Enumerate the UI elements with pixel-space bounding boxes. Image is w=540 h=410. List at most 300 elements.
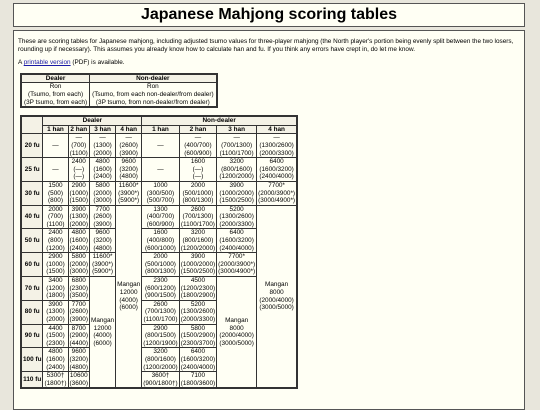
score-line: (1200/2300) <box>180 284 216 292</box>
score-line: 4800 <box>71 229 86 237</box>
fu-header: 80 fu <box>21 300 43 324</box>
nondealer-score-cell <box>179 372 216 389</box>
score-line: (900/1800†) <box>143 379 178 387</box>
mangan-line: (3000/5000) <box>259 304 294 312</box>
score-line: 9600 <box>121 158 136 166</box>
score-line: (1600/3200) <box>259 165 294 173</box>
score-line: — <box>194 134 202 142</box>
score-line: — <box>52 165 59 173</box>
dealer-score-cell <box>90 158 116 182</box>
printable-paragraph <box>18 59 520 67</box>
score-line: (1200) <box>46 244 65 252</box>
nondealer-score-cell <box>217 253 257 277</box>
score-line: (800/1600) <box>144 355 176 363</box>
score-line: (3200) <box>69 355 88 363</box>
legend-table <box>20 73 218 108</box>
score-line: 6400 <box>269 158 284 166</box>
mangan-line: 8000 <box>229 324 244 332</box>
score-line: (1300) <box>46 308 65 316</box>
score-line: 8700 <box>71 324 86 332</box>
score-line: (1100/1700) <box>219 149 254 157</box>
score-line: (3000) <box>69 268 88 276</box>
dealer-header: Dealer <box>43 116 142 125</box>
legend-nondealer-line: Ron <box>146 83 159 91</box>
legend-dealer-header: Dealer <box>21 74 90 83</box>
score-line: (400/800) <box>146 237 175 245</box>
table-row <box>21 229 297 253</box>
score-line: (1500/2500) <box>219 197 254 205</box>
score-line: (1500) <box>46 332 65 340</box>
nondealer-header: Non-dealer <box>142 116 297 125</box>
score-line: (2000) <box>69 260 88 268</box>
score-line: 7700* <box>268 181 285 189</box>
score-line: 3900 <box>71 205 86 213</box>
score-line: (800/1500) <box>144 332 176 340</box>
score-line: 3400 <box>48 277 63 285</box>
score-line: (3000/4900*) <box>218 268 256 276</box>
mangan-line: (4000) <box>119 296 138 304</box>
score-line: (3900*) <box>118 189 140 197</box>
score-line: (1500/2900) <box>180 332 216 340</box>
nondealer-score-cell <box>142 158 179 182</box>
score-line: 2900 <box>48 253 63 261</box>
han-header: 3 han <box>217 125 257 134</box>
score-line: 5200 <box>190 300 206 308</box>
nondealer-score-cell <box>179 300 216 324</box>
nondealer-score-cell <box>179 324 216 348</box>
mangan-line: Mangan <box>265 281 289 289</box>
score-line: (800) <box>48 237 63 245</box>
legend-nondealer-cell <box>90 83 217 107</box>
score-line: (1300/2600) <box>180 308 216 316</box>
score-line: (2000/3300) <box>259 149 294 157</box>
mangan-cell <box>90 277 116 389</box>
nondealer-score-cell <box>217 134 257 158</box>
score-line: (4400) <box>69 339 88 347</box>
dealer-score-cell <box>68 205 89 229</box>
score-line: (2300/3700) <box>180 339 216 347</box>
score-line: (800/1600) <box>182 237 214 245</box>
nondealer-score-cell <box>217 181 257 205</box>
dealer-score-cell <box>43 324 68 348</box>
score-line: (4800) <box>93 244 112 252</box>
score-line: 3200 <box>153 348 168 356</box>
mangan-line: (2000/4000) <box>219 332 254 340</box>
score-line: (600/1000) <box>144 244 176 252</box>
mangan-line: (6000) <box>93 339 112 347</box>
nondealer-score-cell <box>217 229 257 253</box>
score-line: (1100) <box>69 149 88 157</box>
legend-nondealer-line: (Tsumo, from each non-dealer/from dealer) <box>92 90 214 98</box>
printable-version-link[interactable]: printable version <box>23 59 71 67</box>
dealer-score-cell <box>43 229 68 253</box>
score-line: 1600 <box>153 229 168 237</box>
score-line: (1600) <box>46 355 65 363</box>
score-line: 4800 <box>95 158 110 166</box>
score-line: (1200/1900) <box>143 339 178 347</box>
table-row <box>21 277 297 301</box>
dealer-score-cell <box>43 372 68 389</box>
nondealer-score-cell <box>179 134 216 158</box>
score-line: (3900*) <box>92 260 114 268</box>
score-line: 2600 <box>153 300 168 308</box>
score-line: 6400 <box>229 229 244 237</box>
score-line: 2400 <box>71 158 86 166</box>
score-line: 11600* <box>92 253 113 261</box>
score-line: (1300) <box>93 141 112 149</box>
table-row <box>21 205 297 229</box>
legend-nondealer-header: Non-dealer <box>90 74 217 83</box>
dealer-score-cell <box>90 134 116 158</box>
scoring-table-body <box>21 134 297 389</box>
score-line: (2000) <box>93 149 112 157</box>
printable-prefix: A <box>18 59 24 67</box>
score-line: 1500 <box>48 181 63 189</box>
score-line: (3900) <box>93 220 112 228</box>
mangan-line: Mangan <box>91 317 115 324</box>
score-line: (500/1000) <box>182 189 214 197</box>
score-line: 2900 <box>153 324 168 332</box>
mangan-line: (6000) <box>119 304 138 312</box>
mangan-line: Mangan <box>225 317 249 324</box>
score-line: 2000 <box>190 181 206 189</box>
score-line: (1300/2600) <box>259 141 294 149</box>
dealer-score-cell <box>68 348 89 372</box>
score-line: 7700 <box>71 300 86 308</box>
dealer-score-cell <box>90 205 116 229</box>
nondealer-score-cell <box>257 158 297 182</box>
score-line: (2000/3900*) <box>258 189 296 197</box>
dealer-score-cell <box>68 277 89 301</box>
score-line: (500/700) <box>146 197 175 205</box>
score-line: (1200/2000) <box>180 244 216 252</box>
score-line: 3900 <box>190 253 206 261</box>
score-line: (800) <box>48 197 63 205</box>
score-line: 5800 <box>71 253 86 261</box>
score-line: (600/900) <box>184 149 212 157</box>
dealer-score-cell <box>68 324 89 348</box>
score-line: (400/700) <box>184 141 212 149</box>
nondealer-score-cell <box>142 300 179 324</box>
score-line: (500/1000) <box>144 260 176 268</box>
han-header: 2 han <box>179 125 216 134</box>
score-line: (—) <box>192 173 204 181</box>
score-line: (1000/2000) <box>219 189 254 197</box>
score-line: (2400/4000) <box>219 244 254 252</box>
score-line: (800/1600) <box>221 165 253 173</box>
legend-nondealer-line: (3P tsumo, from non-dealer/from dealer) <box>95 98 210 106</box>
nondealer-score-cell <box>257 181 297 205</box>
score-line: (500) <box>48 189 63 197</box>
score-line: (1600) <box>69 237 88 245</box>
mangan-cell <box>257 205 297 388</box>
score-line: 2000 <box>48 205 63 213</box>
nondealer-score-cell <box>179 229 216 253</box>
dealer-score-cell <box>68 372 89 389</box>
score-line: 5200 <box>229 205 244 213</box>
han-header: 4 han <box>257 125 297 134</box>
score-line: 5300† <box>46 372 65 380</box>
score-line: 1000 <box>153 181 168 189</box>
nondealer-score-cell <box>142 253 179 277</box>
score-line: (1200) <box>46 284 65 292</box>
score-line: — <box>99 134 106 142</box>
score-line: (1800†) <box>44 379 67 387</box>
score-line: (1300) <box>69 213 88 221</box>
score-line: — <box>157 141 164 149</box>
score-line: (1000) <box>46 260 65 268</box>
printable-suffix: (PDF) is available. <box>70 59 125 67</box>
han-header: 4 han <box>116 125 142 134</box>
score-line: (1500) <box>69 197 88 205</box>
nondealer-score-cell <box>179 181 216 205</box>
dealer-score-cell <box>43 277 68 301</box>
fu-header: 50 fu <box>21 229 43 253</box>
score-line: (1600/3200) <box>219 237 254 245</box>
mangan-line: (4000) <box>93 332 112 340</box>
dealer-score-cell <box>68 181 89 205</box>
score-line: (2600) <box>119 141 138 149</box>
score-line: 3900 <box>48 300 63 308</box>
score-line: — <box>273 134 280 142</box>
dealer-score-cell <box>43 300 68 324</box>
score-line: 4400 <box>48 324 63 332</box>
han-header: 3 han <box>90 125 116 134</box>
score-line: (2400/4000) <box>180 363 216 371</box>
score-line: 2000 <box>153 253 168 261</box>
score-line: (—) <box>73 173 85 181</box>
score-line: (4800) <box>69 363 88 371</box>
score-line: (2000/3300) <box>219 220 254 228</box>
table-row <box>21 158 297 182</box>
dealer-score-cell <box>43 348 68 372</box>
score-line: (2400) <box>69 244 88 252</box>
score-line: (4800) <box>119 173 138 181</box>
score-line: — <box>52 141 59 149</box>
score-line: (1600) <box>93 165 112 173</box>
score-line: 3200 <box>229 158 244 166</box>
dealer-score-cell <box>68 134 89 158</box>
corner-cell <box>21 116 43 134</box>
score-line: 2400 <box>48 229 63 237</box>
fu-header: 70 fu <box>21 277 43 301</box>
legend-dealer-cell <box>21 83 90 107</box>
score-line: 2300 <box>153 277 168 285</box>
title-bar <box>13 3 525 27</box>
score-line: 4500 <box>190 277 206 285</box>
score-line: (600/900) <box>146 220 175 228</box>
nondealer-score-cell <box>257 134 297 158</box>
legend-dealer-line: Ron <box>49 83 62 91</box>
table-row <box>21 253 297 277</box>
score-line: (800/1300) <box>182 197 214 205</box>
content-panel <box>13 30 525 410</box>
dealer-score-cell <box>68 253 89 277</box>
score-line: (2000/3300) <box>180 316 216 323</box>
score-line: 11600* <box>118 181 139 189</box>
score-line: (1800/2900) <box>180 292 216 300</box>
score-line: (1300/2600) <box>219 213 254 221</box>
score-line: (1600/3200) <box>180 355 216 363</box>
score-line: — <box>157 165 164 173</box>
score-line: 7700* <box>228 253 245 261</box>
score-line: (3200) <box>119 165 138 173</box>
nondealer-score-cell <box>142 181 179 205</box>
score-line: (2400) <box>46 363 65 371</box>
score-line: (2600) <box>69 308 88 316</box>
nondealer-score-cell <box>142 348 179 372</box>
score-line: (1200/2000) <box>219 173 254 181</box>
fu-header: 30 fu <box>21 181 43 205</box>
score-line: 2900 <box>71 181 86 189</box>
score-line: 3200 <box>190 229 206 237</box>
score-line: (300/500) <box>146 189 175 197</box>
score-line: (1000) <box>69 189 88 197</box>
score-line: (2000/3900*) <box>218 260 256 268</box>
dealer-score-cell <box>116 158 142 182</box>
fu-header: 20 fu <box>21 134 43 158</box>
score-line: (600/1200) <box>144 284 176 292</box>
nondealer-score-cell <box>179 277 216 301</box>
fu-header: 110 fu <box>21 372 43 389</box>
score-line: (3200) <box>93 237 112 245</box>
dealer-score-cell <box>116 134 142 158</box>
score-line: 7100 <box>190 372 206 380</box>
score-line: 5800 <box>95 181 110 189</box>
nondealer-score-cell <box>142 324 179 348</box>
score-line: — <box>233 134 240 142</box>
score-line: 9600 <box>95 229 110 237</box>
scoring-table <box>20 115 298 389</box>
score-line: 1600 <box>190 158 206 166</box>
dealer-score-cell <box>90 253 116 277</box>
dealer-score-cell <box>43 181 68 205</box>
dealer-score-cell <box>68 300 89 324</box>
mangan-line: Mangan <box>117 281 141 289</box>
score-line: (1100/1700) <box>143 316 178 323</box>
score-line: (2000) <box>46 316 65 323</box>
score-line: (700) <box>48 213 63 221</box>
score-line: (2600) <box>93 213 112 221</box>
score-line: (1800) <box>46 292 65 300</box>
score-line: (2300) <box>69 284 88 292</box>
nondealer-score-cell <box>142 372 179 389</box>
nondealer-score-cell <box>179 205 216 229</box>
mangan-line: 8000 <box>269 288 284 296</box>
mangan-line: (2000/4000) <box>259 296 294 304</box>
score-line: (2900) <box>69 332 88 340</box>
score-line: 9600 <box>71 348 86 356</box>
han-header: 2 han <box>68 125 89 134</box>
score-line: (2000) <box>93 189 112 197</box>
han-header: 1 han <box>43 125 68 134</box>
mangan-line: 12000 <box>93 324 112 332</box>
score-line: 7700 <box>95 205 110 213</box>
legend-dealer-line: (3P tsumo, from each) <box>24 98 88 106</box>
score-line: (2400) <box>93 173 112 181</box>
mangan-line: (3000/5000) <box>219 339 254 347</box>
nondealer-score-cell <box>142 229 179 253</box>
score-line: (2000) <box>69 220 88 228</box>
score-line: (1500/2500) <box>180 268 216 276</box>
score-line: (700/1300) <box>144 308 176 316</box>
score-line: (—) <box>73 165 85 173</box>
dealer-score-cell <box>90 229 116 253</box>
han-header: 1 han <box>142 125 179 134</box>
score-line: (5900*) <box>118 197 140 205</box>
dealer-score-cell <box>43 158 68 182</box>
nondealer-score-cell <box>142 134 179 158</box>
table-row <box>21 134 297 158</box>
score-line: 3900 <box>229 181 244 189</box>
score-line: (2300) <box>46 339 65 347</box>
nondealer-score-cell <box>217 205 257 229</box>
score-line: (3900) <box>69 316 88 323</box>
score-line: 1300 <box>153 205 168 213</box>
score-line: (700/1300) <box>182 213 214 221</box>
dealer-score-cell <box>43 253 68 277</box>
page-title: Japanese Mahjong scoring tables <box>140 6 398 23</box>
dealer-score-cell <box>116 181 142 205</box>
score-line: (800/1300) <box>144 268 176 276</box>
nondealer-score-cell <box>217 158 257 182</box>
fu-header: 25 fu <box>21 158 43 182</box>
nondealer-score-cell <box>179 348 216 372</box>
dealer-score-cell <box>68 229 89 253</box>
dealer-score-cell <box>90 181 116 205</box>
score-line: (1200/2000) <box>143 363 178 371</box>
score-line: 6800 <box>71 277 86 285</box>
score-line: (400/700) <box>146 213 175 221</box>
table-row <box>21 181 297 205</box>
score-line: 6400 <box>190 348 206 356</box>
score-line: (700) <box>71 141 87 149</box>
score-line: — <box>75 134 82 142</box>
score-line: (3000/4900*) <box>258 197 296 205</box>
score-line: (2400/4000) <box>259 173 294 181</box>
score-line: (3000) <box>93 197 112 205</box>
mangan-cell <box>116 205 142 388</box>
legend-dealer-line: (Tsumo, from each) <box>28 90 84 98</box>
nondealer-score-cell <box>179 158 216 182</box>
score-line: (700/1300) <box>221 141 253 149</box>
score-line: (1100) <box>46 220 65 228</box>
fu-header: 60 fu <box>21 253 43 277</box>
nondealer-score-cell <box>179 253 216 277</box>
mangan-line: 12000 <box>119 288 138 296</box>
dealer-score-cell <box>43 134 68 158</box>
fu-header: 90 fu <box>21 324 43 348</box>
score-line: — <box>125 134 132 142</box>
dealer-score-cell <box>68 158 89 182</box>
score-line: (—) <box>192 165 204 173</box>
score-line: (1500) <box>46 268 65 276</box>
score-line: (5900*) <box>92 268 114 276</box>
nondealer-score-cell <box>142 277 179 301</box>
score-line: 3600† <box>151 372 170 380</box>
dealer-score-cell <box>43 205 68 229</box>
mangan-cell <box>217 277 257 389</box>
intro-paragraph: These are scoring tables for Japanese mahjong, including adjusted tsumo values for three-player mahjong (the North player's portion being evenly split between the two losers, rounding up if necessary). This assumes you already know how to calculate han and fu. If you think any errors have crept in, do let me know. <box>18 38 514 53</box>
score-line: 4800 <box>48 348 63 356</box>
score-line: 5800 <box>190 324 206 332</box>
score-line: (1800/3600) <box>180 379 216 387</box>
score-line: 2600 <box>190 205 206 213</box>
score-line: (3500) <box>69 292 88 300</box>
score-line: (1100/1700) <box>180 220 215 228</box>
nondealer-score-cell <box>142 205 179 229</box>
score-line: (1000/2000) <box>180 260 216 268</box>
